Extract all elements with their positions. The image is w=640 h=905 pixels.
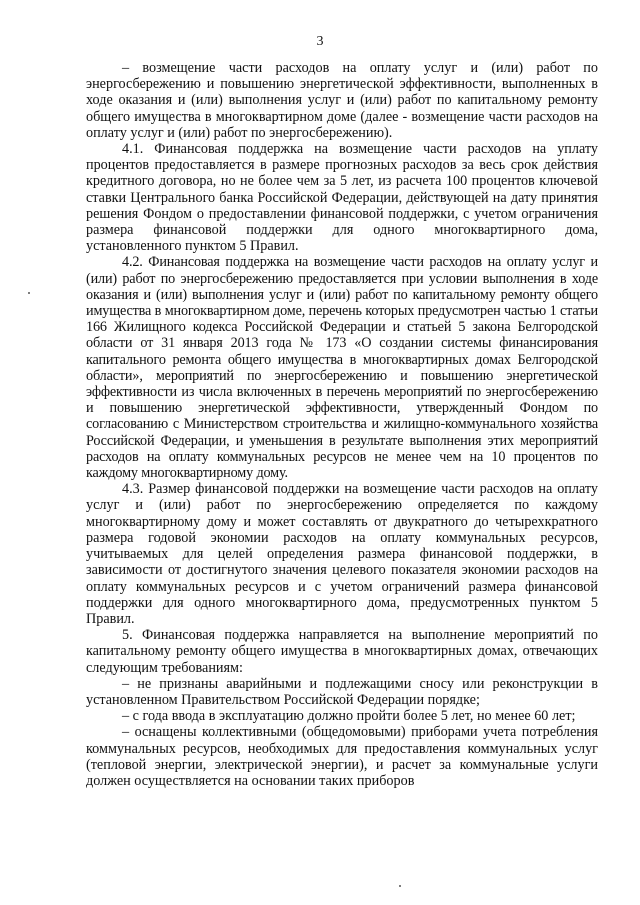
paragraph-4-2: 4.2. Финансовая поддержка на возмещение части расходов на оплату услуг и (или) работ по энергосбережению предоставляется при условии выполнения в ходе оказания и (или) выполнения услуг и (или) работ по капитальному ремонту общего имущества в многоквартирном доме, перечень которых предусмотрен частью 1 статьи 166 Жилищного кодекса Российской Федерации и статьей 5 закона Белгородской области от 31 января 2013 года № 173 «О создании системы финансирования капитального ремонта общего имущества в многоквартирных домах Белгородской области», мероприятий по энергосбережению и повышению энергетической эффективности из числа включенных в перечень мероприятий по энергосбережению и повышению энергетической эффективности, утвержденный Фондом по согласованию с Министерством строительства и жилищно-коммунального хозяйства Российской Федерации, и уменьшения в результате выполнения этих мероприятий расходов на оплату коммунальных ресурсов не менее чем на 10 процентов по каждому многоквартирному дому. <box>86 254 598 482</box>
body-text <box>86 60 598 789</box>
paragraph-reimbursement-definition: – возмещение части расходов на оплату услуг и (или) работ по энергосбережению и повышению энергетической эффективности, выполненных в ходе оказания и (или) выполнения услуг и (или) работ по капитальному ремонту общего имущества в многоквартирном доме (далее - возмещение части расходов на оплату услуг и (или) работ по энергосбережению). <box>86 60 598 141</box>
list-item-age-requirement: – с года ввода в эксплуатацию должно пройти более 5 лет, но менее 60 лет; <box>122 708 576 725</box>
paragraph-5: 5. Финансовая поддержка направляется на выполнение мероприятий по капитальному ремонту общего имущества в многоквартирных домах, отвечающих следующим требованиям: <box>86 627 598 676</box>
paragraph-4-1: 4.1. Финансовая поддержка на возмещение части расходов на уплату процентов предоставляется в размере прогнозных расходов за весь срок действия кредитного договора, но не более чем за 5 лет, из расчета 100 процентов ключевой ставки Центрального банка Российской Федерации, действующей на дату принятия решения Фондом о предоставлении финансовой поддержки, с учетом ограничения размера финансовой поддержки для одного многоквартирного дома, установленного пунктом 5 Правил. <box>86 141 598 255</box>
page-number: 3 <box>316 34 324 49</box>
list-item-not-emergency: – не признаны аварийными и подлежащими сносу или реконструкции в установленном Правительством Российской Федерации порядке; <box>86 675 598 708</box>
list-item-metering-devices: – оснащены коллективными (общедомовыми) приборами учета потребления коммунальных ресурсов, необходимых для предоставления коммунальных услуг (тепловой энергии, электрической энергии), и расчет за коммунальные услуги должен осуществляется на основании таких приборов <box>86 724 598 789</box>
paragraph-4-3: 4.3. Размер финансовой поддержки на возмещение части расходов на оплату услуг и (или) работ по энергосбережению определяется по каждому многоквартирному дому и может составлять от двукратного до четырехкратного размера годовой экономии расходов на оплату коммунальных ресурсов, учитываемых для целей определения размера финансовой поддержки, в зависимости от достигнутого значения целевого показателя экономии расходов на оплату коммунальных ресурсов и с учетом ограничений размера финансовой поддержки для одного многоквартирного дома, предусмотренных пунктом 5 Правил. <box>86 481 598 627</box>
scan-speck <box>399 885 401 887</box>
scan-speck <box>28 292 30 294</box>
